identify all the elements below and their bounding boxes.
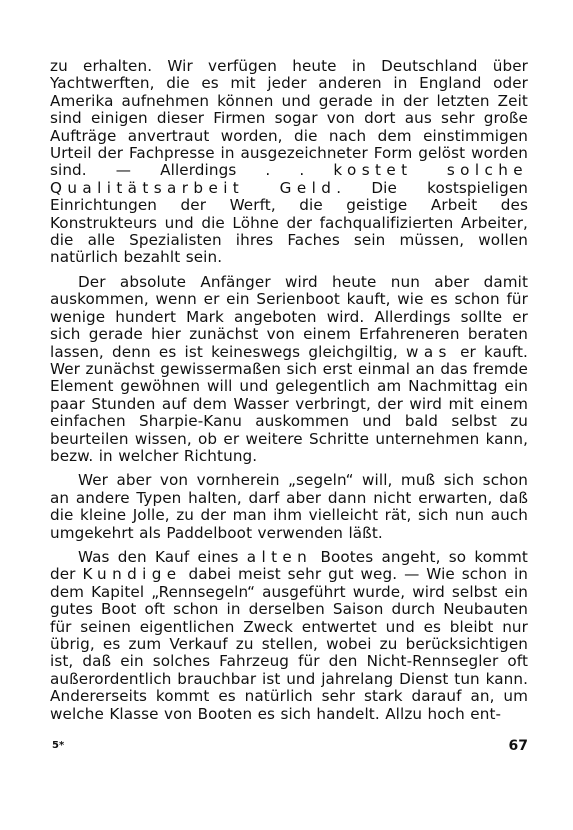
paragraph-3 bbox=[50, 472, 528, 542]
spaced-emphasis: was bbox=[406, 342, 452, 361]
text-run: . Die kostspieligen Einrichtungen der Werft, die geistige Arbeit des Konstrukteurs und die Löhne der fachqualifizierten Arbeiter, die alle Spezialisten ihres Faches sein müssen, wollen natürlich bezahlt sein. bbox=[50, 178, 528, 267]
text-run: Der absolute Anfänger wird heute nun aber damit auskommen, wenn er ein Serienboot kauft, wie es schon für wenige hundert Mark angeboten wird. Allerdings sollte er sich gerade hier zunächst von einem Erfahreneren beraten lassen, denn es ist keineswegs gleichgiltig, bbox=[50, 272, 528, 361]
text-run: Was den Kauf eines bbox=[78, 547, 247, 566]
paragraph-4 bbox=[50, 549, 528, 723]
spaced-emphasis: kostet solche Qualitätsarbeit Geld bbox=[50, 161, 528, 197]
paragraph-2 bbox=[50, 274, 528, 465]
signature-mark: 5* bbox=[52, 740, 65, 751]
spaced-emphasis: alten bbox=[246, 547, 313, 566]
text-run: Wer aber von vornherein „segeln“ will, muß sich schon an andere Typen halten, darf aber dann nicht erwarten, daß die kleine Jolle, zu der man ihm vielleicht rät, sich nun auch umgekehrt als Paddelboot verwenden läßt. bbox=[50, 471, 528, 542]
spaced-emphasis: Kundige bbox=[82, 565, 182, 584]
page-footer bbox=[50, 738, 528, 758]
text-body bbox=[50, 58, 528, 723]
book-page bbox=[50, 58, 528, 818]
text-run: dabei meist sehr gut weg. — Wie schon in dem Kapitel „Rennsegeln“ ausgeführt wurde, wird selbst ein gutes Boot oft schon in derselben Saison durch Neubauten für seinen eigentlichen Zweck entwertet und es bleibt nur übrig, es zum Verkauf zu stellen, wobei zu berücksichtigen ist, daß ein solches Fahrzeug für den Nicht-Rennsegler oft außerordentlich brauchbar ist und jahrelang Dienst tun kann. Andererseits kommt es natürlich sehr stark darauf an, um welche Klasse von Booten es sich handelt. Allzu hoch ent- bbox=[50, 565, 528, 723]
text-run: zu erhalten. Wir verfügen heute in Deutschland über Yachtwerften, die es mit jeder anderen in England oder Amerika aufnehmen können und gerade in der letzten Zeit sind einigen dieser Firmen sogar von dort aus sehr große Aufträge anvertraut worden, die nach dem einstimmigen Urteil der Fachpresse in ausgezeichneter Form gelöst worden sind. — Allerdings . . bbox=[50, 57, 528, 180]
paragraph-1 bbox=[50, 58, 528, 267]
text-run: er kauft. Wer zunächst gewissermaßen sich erst einmal an das fremde Element gewöhnen will und gelegentlich am Nachmittag ein paar Stunden auf dem Wasser verbringt, der wird mit einem einfachen Sharpie-Kanu auskommen und bald selbst zu beurteilen wissen, ob er weitere Schritte unternehmen kann, bezw. in welcher Richtung. bbox=[50, 342, 528, 465]
text-run: Bootes angeht, so kommt der bbox=[50, 547, 528, 584]
page-number: 67 bbox=[508, 738, 528, 754]
